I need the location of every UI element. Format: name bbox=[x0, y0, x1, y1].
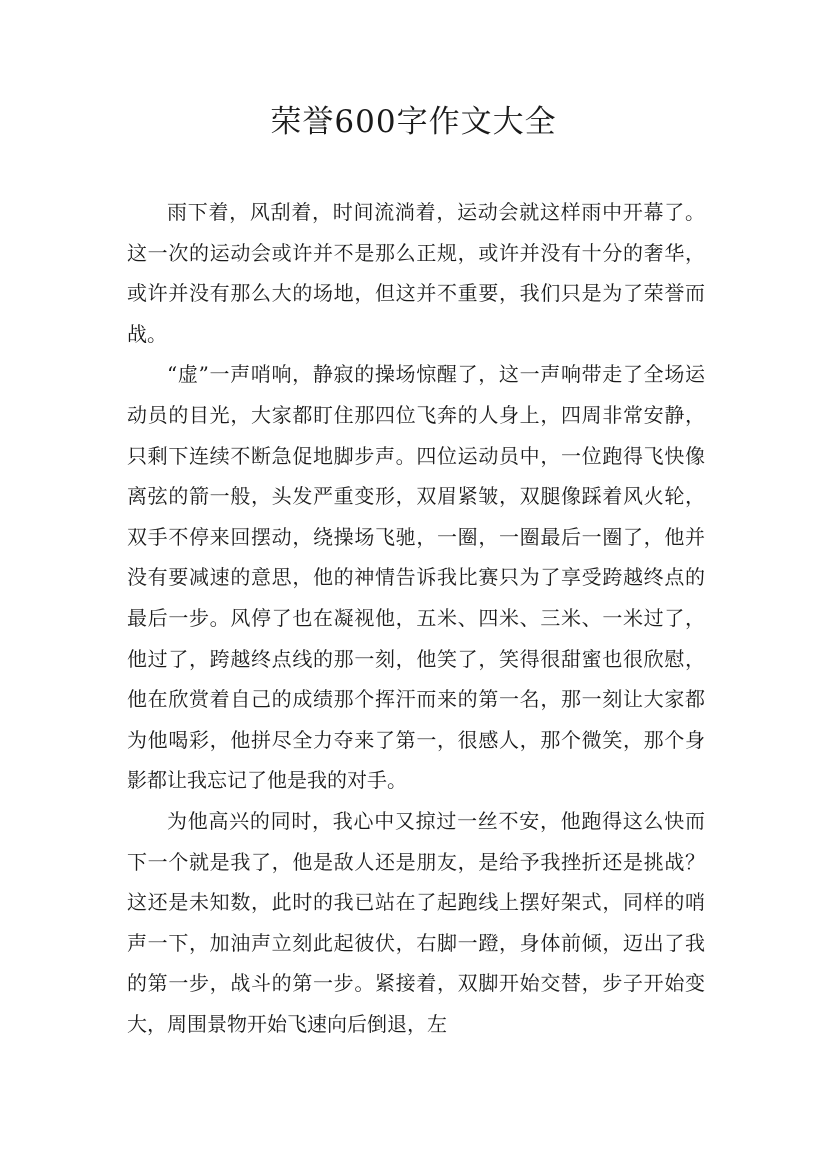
paragraph-2: “虚”一声哨响，静寂的操场惊醒了，这一声响带走了全场运动员的目光，大家都盯住那四位飞奔的人身上，四周非常安静，只剩下连续不断急促地脚步声。四位运动员中，一位跑得飞快像离弦的箭一般，头发严重变形，双眉紧皱，双腿像踩着风火轮，双手不停来回摆动，绕操场飞驰，一圈，一圈最后一圈了，他并没有要减速的意思，他的神情告诉我比赛只为了享受跨越终点的最后一步。风停了也在凝视他，五米、四米、三米、一米过了，他过了，跨越终点线的那一刻，他笑了，笑得很甜蜜也很欣慰，他在欣赏着自己的成绩那个挥汗而来的第一名，那一刻让大家都为他喝彩，他拼尽全力夺来了第一，很感人，那个微笑，那个身影都让我忘记了他是我的对手。 bbox=[127, 362, 705, 793]
document-title: 荣誉600字作文大全 bbox=[270, 104, 557, 140]
paragraph-1: 雨下着，风刮着，时间流淌着，运动会就这样雨中开幕了。这一次的运动会或许并不是那么正规，或许并没有十分的奢华，或许并没有那么大的场地，但这并不重要，我们只是为了荣誉而战。 bbox=[127, 200, 705, 346]
paragraph-3: 为他高兴的同时，我心中又掠过一丝不安，他跑得这么快而下一个就是我了，他是敌人还是朋友，是给予我挫折还是挑战？这还是未知数，此时的我已站在了起跑线上摆好架式，同样的哨声一下，加油声立刻此起彼伏，右脚一蹬，身体前倾，迈出了我的第一步，战斗的第一步。紧接着，双脚开始交替，步子开始变大，周围景物开始飞速向后倒退，左 bbox=[127, 808, 705, 1036]
document-body bbox=[127, 192, 705, 1044]
